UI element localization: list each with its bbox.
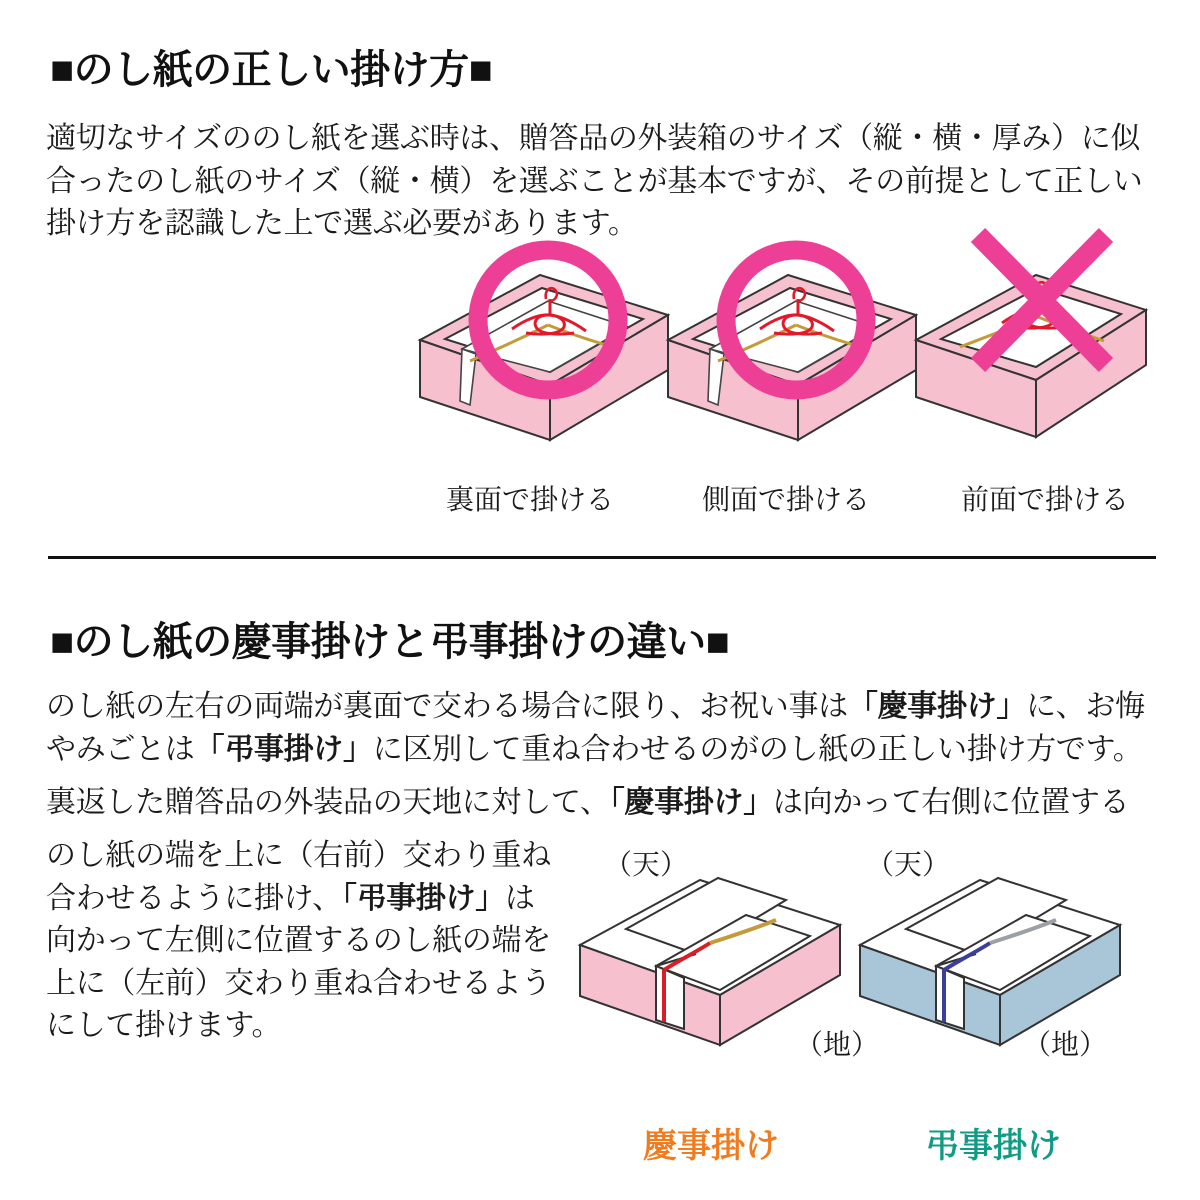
s2-p2-text-1: 裏返した贈答品の外装品の天地に対して、 <box>46 786 610 819</box>
s2-p1-text-1: のし紙の左右の両端が裏面で交わる場合に限り、お祝い事は <box>46 690 848 723</box>
s2-p1-bold-keiji: 「慶事掛け」 <box>847 690 1027 723</box>
section-1-paragraph: 適切なサイズののし紙を選ぶ時は、贈答品の外装箱のサイズ（縦・横・厚み）に似合ったのし紙のサイズ（縦・横）を選ぶことが基本ですが、その前提として正しい掛け方を認識した上で選ぶ必要があります。 <box>46 122 1143 241</box>
figure-2-caption-keiji: 慶事掛け <box>643 1127 779 1165</box>
s2-p2-text-2: は向かって右側に位置する <box>772 786 1130 819</box>
figure-1-caption-back: 裏面で掛ける <box>445 484 614 515</box>
figure-2-label-top-left: （天） <box>604 849 689 880</box>
s2-p1-text-2: に、お悔やみごとは <box>46 690 1145 766</box>
s2-p3-text-2: は向かって左側に位置するのし紙の端を上に（左前）交わり重ね合わせるようにして掛けます。 <box>46 881 551 1043</box>
section-2-paragraph-3 <box>46 835 556 1048</box>
section-1-heading: ■のし紙の正しい掛け方■ <box>50 48 493 92</box>
section-2-paragraph-1 <box>46 686 1161 771</box>
s2-p3-bold-buji: 「弔事掛け」 <box>341 881 506 915</box>
figure-1-caption-front: 前面で掛ける <box>960 484 1129 515</box>
s2-p1-text-3: に区別して重ね合わせるのがのし紙の正しい掛け方です。 <box>372 732 1143 766</box>
figure-2-caption-buji: 弔事掛け <box>925 1127 1061 1165</box>
gift-box-1 <box>420 275 668 440</box>
s2-p2-bold-keiji: 「慶事掛け」 <box>609 786 773 819</box>
gift-box-keiji <box>580 878 840 1045</box>
section-2-heading: ■のし紙の慶事掛けと弔事掛けの違い■ <box>50 620 730 664</box>
figure-1-caption-side: 側面で掛ける <box>701 484 870 515</box>
section-divider <box>48 556 1156 559</box>
figure-2-label-bottom-right: （地） <box>1023 1029 1108 1060</box>
section-2-paragraph-2 <box>46 782 1166 825</box>
figure-2-label-top-right: （天） <box>866 849 951 880</box>
s2-p1-bold-buji: 「弔事掛け」 <box>194 732 373 766</box>
s2-p3-text-1: のし紙の端を上に（右前）交わり重ね合わせるように掛け、 <box>46 839 551 915</box>
gift-box-buji <box>860 878 1120 1045</box>
figure-2-label-bottom-left: （地） <box>795 1029 880 1060</box>
gift-box-2 <box>668 275 916 440</box>
